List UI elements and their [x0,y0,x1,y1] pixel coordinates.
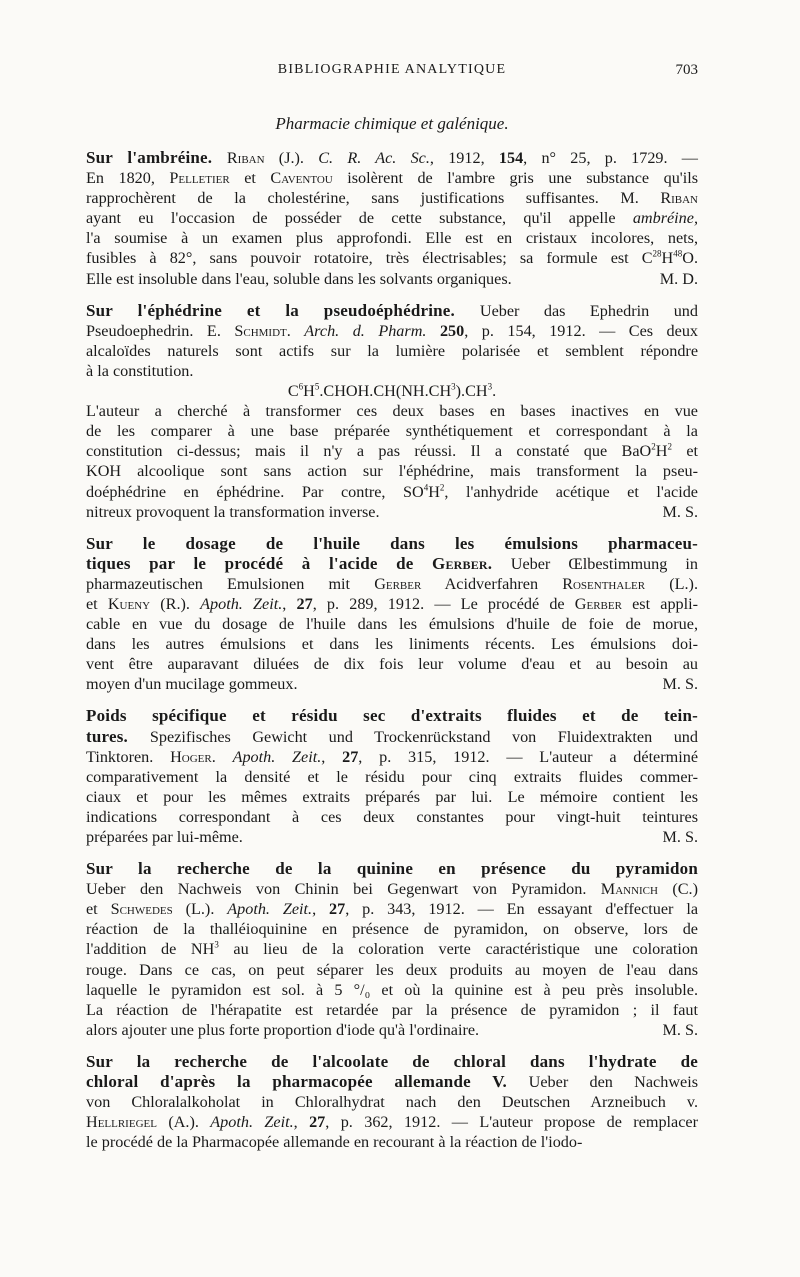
text-line [86,939,698,959]
text-span: rouge. Dans ce cas, on peut séparer les deux produits au moyen de l'eau dans [86,960,698,979]
text-span: 4 [423,482,429,493]
text-span: En 1820, [86,169,170,188]
text-span: Schmidt [234,321,287,340]
text-span: Riban [226,149,265,167]
text-line [86,1072,698,1092]
text-span: l'a soumise à un examen plus approfondi. Elle est en cristaux incolores, nets, [86,229,698,248]
text-span: C. R. Ac. Sc. [318,149,430,167]
text-line [86,361,698,381]
text-span: 2 [651,441,656,452]
text-span: , [321,747,343,766]
text-span: l'addition de NH [86,940,215,959]
text-span: 27 [342,747,359,766]
text-line [86,980,698,1000]
entry-heading: Sur le dosage de l'huile dans les émulsions pharmaceu- [86,533,698,553]
text-span: au lieu de la coloration verte caractéristique une coloration [218,940,699,959]
text-span: ciaux et pour les mêmes extraits préparés par lui. Le mémoire contient les [86,787,698,806]
text-span: Ueber den Nachweis [528,1073,698,1092]
text-span: Acidverfahren [421,574,563,593]
text-line [86,1132,698,1152]
text-span: 48 [673,249,683,260]
text-span: constitution ci-dessus; mais il n'y a pas réussi. Il a constaté que BaO [86,442,652,461]
text-line [86,301,698,321]
bibliography-entry [86,534,698,695]
text-line [86,401,698,421]
text-span: est appli- [621,594,699,613]
text-span: dans les autres émulsions et dans les liniments récents. Les émulsions doi- [86,635,698,654]
text-span: O. [682,249,698,268]
text-span: et [671,442,698,461]
text-line [86,827,698,847]
text-span: Mannich [600,880,658,899]
text-span: Apoth. Zeit. [200,594,283,613]
text-line [86,502,698,522]
text-line [86,421,698,441]
text-span: 3 [214,940,219,951]
text-line [86,248,698,268]
text-line [86,1112,698,1132]
text-line [86,1020,698,1040]
text-span: cable en vue du dosage de l'huile dans les émulsions d'huile de foie de morue, [86,615,698,634]
text-span: 2 [439,482,445,493]
text-line [86,1092,698,1112]
bibliography-entry [86,301,698,522]
text-span: H [661,249,674,268]
text-span: 6 [298,381,304,392]
text-span: Riban [660,189,698,208]
text-line [86,654,698,674]
text-span: von Chloralalkoholat in Chloralhydrat nach den Deutschen Arzneibuch v. [86,1093,698,1112]
text-span: (R.). [150,594,201,613]
text-line [86,208,698,228]
text-line [86,482,698,502]
text-span: Tinktoren. [86,747,171,766]
text-span: . [211,747,233,766]
text-span: préparées par lui-même. [86,828,243,846]
text-line [86,554,698,574]
text-span: .CHOH.CH(NH.CH [319,382,452,401]
text-span: 28 [652,249,662,260]
text-line [86,461,698,481]
text-line [86,321,698,341]
text-span: et [86,900,111,919]
text-span: 27 [309,1113,326,1132]
text-span: le procédé de la Pharmacopée allemande en recourant à la réaction de l'iodo- [86,1133,583,1152]
text-span: (C.) [657,880,698,899]
text-line [86,1052,698,1072]
text-line [86,228,698,248]
text-span: de les comparer à une base préparée synthétiquement et correspondant à la [86,422,698,441]
text-span: Kueny [107,594,151,613]
text-span: Rosenthaler [562,574,646,593]
text-line [86,879,698,899]
text-line [86,168,698,188]
text-span: rapprochèrent de la cholestérine, sans justifications suffisantes. M. [86,189,661,208]
text-span: C [287,382,299,401]
bibliography-entry [86,1052,698,1152]
entry-heading: Sur la recherche de l'alcoolate de chloral dans l'hydrate de [86,1051,698,1071]
text-span: indications correspondant à ces deux constantes pour vingt-huit teintures [86,807,698,826]
text-span: , [312,900,329,919]
text-span: Schwedes [110,900,173,919]
text-span: 3 [451,381,456,392]
text-line [86,767,698,787]
text-span: alors ajouter une plus forte proportion d'iode qu'à l'ordinaire. [86,1020,480,1039]
text-span: . [286,321,305,340]
text-line [86,441,698,461]
text-line [86,960,698,980]
text-span: nitreux provoquent la transformation inverse. [86,502,380,521]
text-span: Spezifisches Gewicht und Trockenrückstand von Fluidextrakten und [149,727,698,746]
text-line [86,148,698,168]
text-span: alcaloïdes naturels sont actifs sur la lumière polarisée et semblent répondre [86,341,698,360]
text-span: Ueber Œlbestimmung in [510,554,699,573]
text-span: , p. 154, 1912. — Ces deux [464,321,699,340]
text-span: ayant eu l'occasion de posséder de cette substance, qu'il appelle [86,209,633,228]
text-span: 2 [667,441,672,452]
text-span [426,322,440,340]
running-head-title: BIBLIOGRAPHIE ANALYTIQUE [277,62,507,77]
text-span: et [229,169,271,188]
text-span: doéphédrine en éphédrine. Par contre, SO [86,482,424,501]
text-line [86,807,698,827]
entry-heading: . [487,553,511,573]
text-line [86,341,698,361]
text-span: , l'anhydride acétique et l'acide [444,482,698,501]
text-line [86,859,698,879]
bibliography-entry [86,148,698,289]
text-span: Caventou [270,169,333,188]
text-span: Hellriegel [86,1113,157,1132]
bibliography-entry [86,859,698,1040]
section-title: Pharmacie chimique et galénique. [275,114,509,133]
text-span: pharmazeutischen Emulsionen mit [86,574,375,593]
text-line [86,188,698,208]
signature: M. D. [659,269,698,288]
text-span: , p. 362, 1912. — L'auteur propose de remplacer [325,1113,698,1132]
text-span: Pelletier [169,169,230,188]
text-span: H [428,482,440,501]
text-span: , 1912, [429,149,499,167]
text-line [86,1000,698,1020]
text-span: 27 [296,594,313,613]
text-span: H [303,382,315,401]
entry-heading: Gerber [432,553,488,573]
text-line [86,919,698,939]
text-span: 27 [329,900,346,919]
text-line [86,381,698,401]
entry-heading: Poids spécifique et résidu sec d'extraits fluides et de tein- [86,706,698,726]
signature: M. S. [662,1020,698,1039]
text-line [86,594,698,614]
text-span: (A.). [156,1113,211,1132]
page [86,56,698,1164]
text-span: (L.). [172,900,228,919]
text-line [86,706,698,726]
text-span: 154 [498,149,524,167]
text-span: Gerber [374,574,422,593]
text-span: (J.). [264,149,319,167]
text-span: Pseudoephedrin. E. [86,321,235,340]
text-span: , [293,1113,310,1132]
text-span: , [282,594,297,613]
text-line [86,674,698,694]
text-span: . [492,382,497,401]
text-span: , p. 289, 1912. — Le procédé de [312,594,575,613]
text-span: et [86,594,108,613]
text-span: 3 [487,381,493,392]
text-span: Ueber das Ephedrin und [479,301,698,320]
text-span: , p. 315, 1912. — L'auteur a déterminé [358,747,699,766]
entry-heading: Sur l'éphédrine et la pseudoéphédrine. [86,300,480,320]
text-span: KOH alcoolique sont sans action sur l'éphédrine, mais transforment la pseu- [86,462,698,481]
text-line [86,787,698,807]
text-line [86,899,698,919]
text-span: ).CH [455,382,488,401]
running-head [86,56,698,86]
text-line [86,747,698,767]
text-span: Elle est insoluble dans l'eau, soluble dans les solvants organiques. [86,269,512,288]
text-span: à la constitution. [86,361,194,380]
text-span: comparativement la densité et le résidu pour cinq extraits fluides commer- [86,767,698,786]
text-span: Ueber den Nachweis von Chinin bei Gegenwart von Pyramidon. [86,880,601,899]
text-span: Gerber [574,594,622,613]
text-span: réaction de la thalléioquinine en présence de pyramidon, on observe, lors de [86,920,698,939]
bibliography-entry [86,706,698,847]
text-span: (L.). [645,574,698,593]
text-line [86,634,698,654]
text-line [86,727,698,747]
text-span: Apoth. Zeit. [227,900,313,919]
text-span: laquelle le pyramidon est sol. à 5 °/₀ et où la quinine est à peu près insoluble. [86,980,698,999]
text-span: isolèrent de l'ambre gris une substance qu'ils [332,169,699,188]
signature: M. S. [662,502,698,521]
text-span: , p. 343, 1912. — En essayant d'effectuer la [345,900,699,919]
text-span: Hoger [170,747,212,766]
text-span: H [655,442,668,461]
text-span: L'auteur a cherché à transformer ces deux bases en bases inactives en vue [86,402,698,421]
text-line [86,614,698,634]
text-span: ambréine, [632,209,698,228]
text-span: Apoth. Zeit. [210,1113,294,1132]
entry-heading: Sur la recherche de la quinine en présence du pyramidon [86,859,698,879]
signature: M. S. [662,675,698,694]
text-line [86,269,698,289]
text-span: moyen d'un mucilage gommeux. [86,675,298,694]
text-span: , n° 25, p. 1729. — [523,149,698,167]
entries-list [86,148,698,1152]
entry-heading: Sur l'ambréine. [86,148,227,167]
text-line [86,534,698,554]
entry-heading: tiques par le procédé à l'acide de [86,553,433,573]
text-span: vent être auparavant diluées de dix fois leur volume d'eau et au besoin au [86,655,698,674]
text-span: Apoth. Zeit. [232,747,322,766]
text-span: 5 [314,381,320,392]
text-span: fusibles à 82°, sans pouvoir rotatoire, très électrisables; sa formule est C [86,249,653,268]
entry-heading: chloral d'après la pharmacopée allemande V. [86,1072,529,1092]
text-span: 250 [439,321,465,340]
signature: M. S. [662,828,698,846]
page-number: 703 [675,62,698,78]
text-span: Arch. d. Pharm. [304,321,427,340]
entry-heading: tures. [86,726,150,746]
text-line [86,574,698,594]
text-span: La réaction de l'hérapatite est retardée par la présence de pyramidon ; il faut [86,1000,698,1019]
